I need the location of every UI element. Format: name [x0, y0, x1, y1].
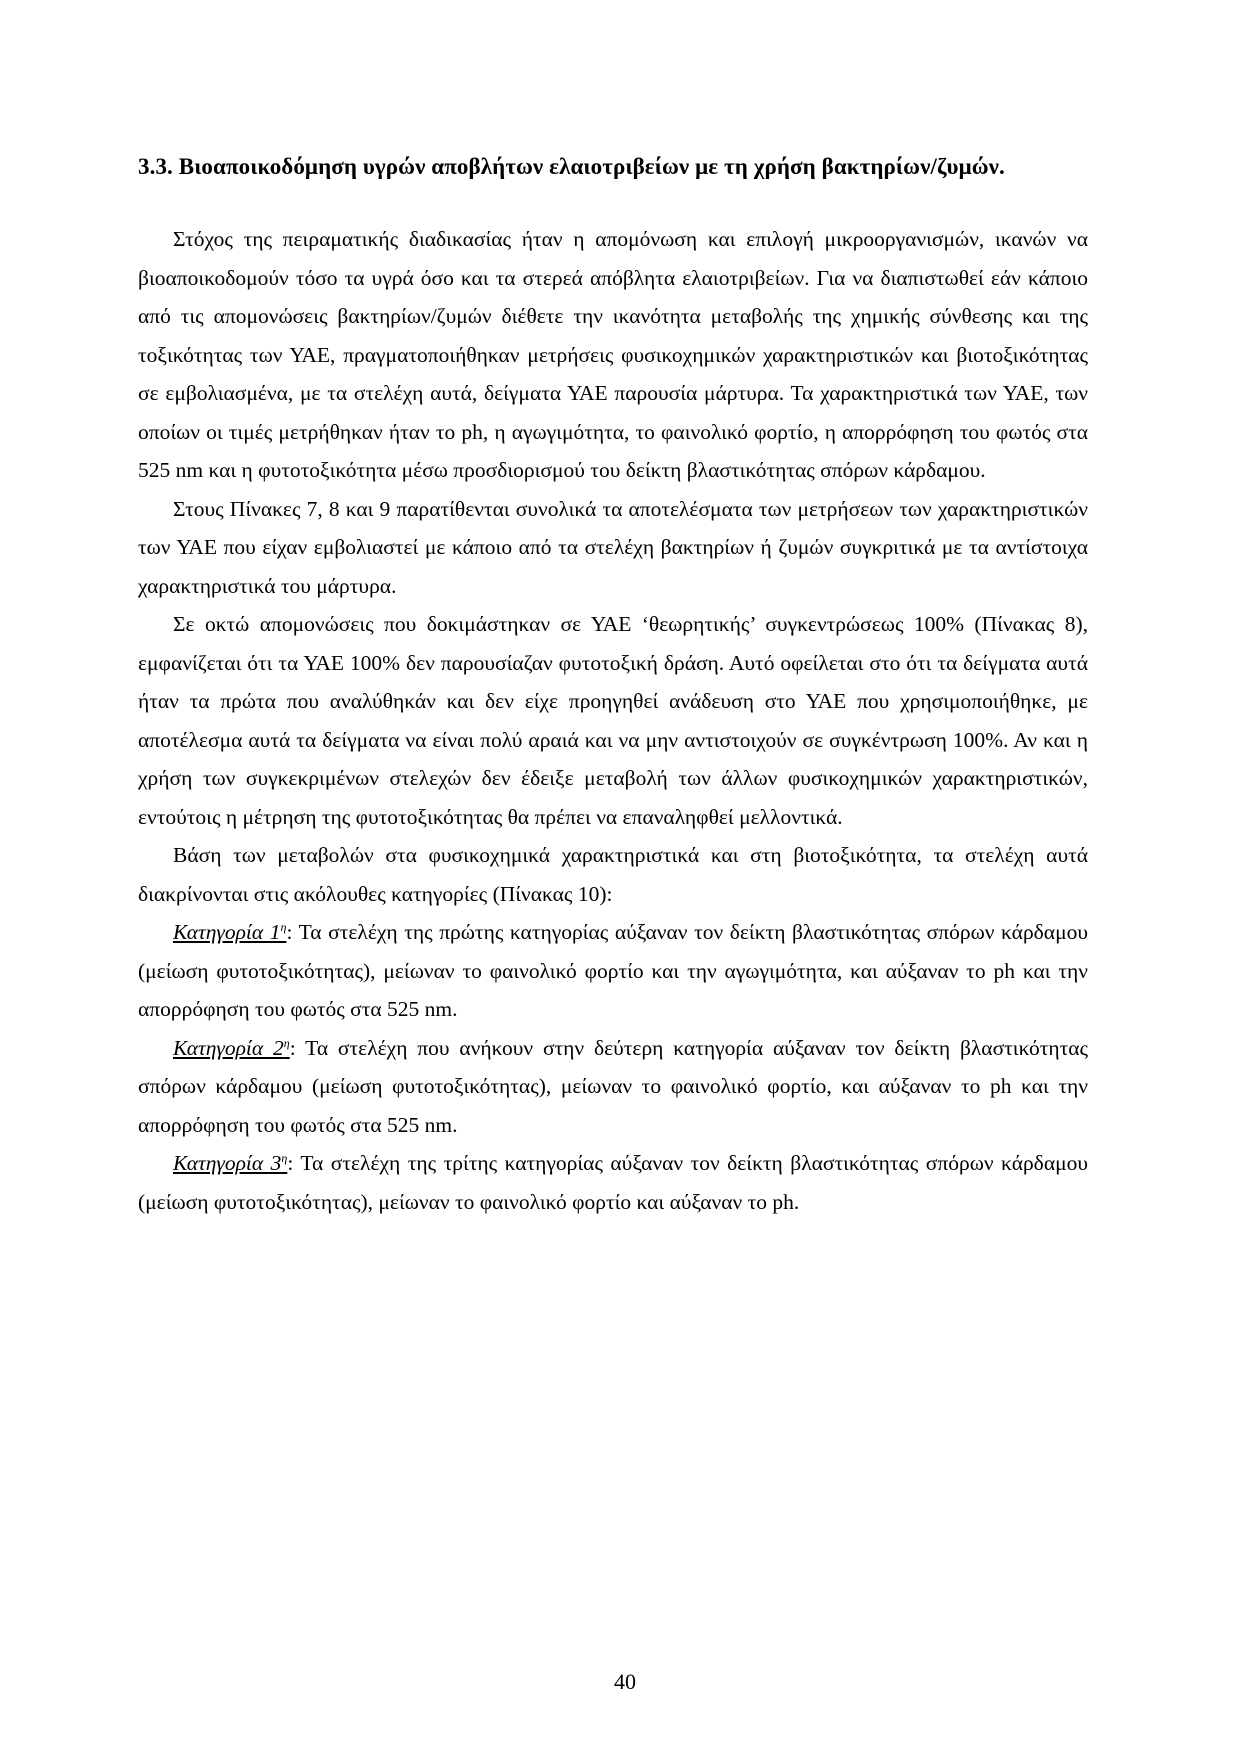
category-2-text: : Τα στελέχη που ανήκουν στην δεύτερη κατηγορία αύξαναν τον δείκτη βλαστικότητας σπόρων κάρδαμου (μείωση φυτοτοξικότητας), μείωναν το φαινολικό φορτίο, και αύξαναν το ph και την απορρόφηση του φωτός στα 525 nm.	[138, 1035, 1088, 1137]
category-3-label	[173, 1151, 287, 1175]
category-2-label-text: Κατηγορία 2	[173, 1035, 284, 1060]
category-3-text: : Τα στελέχη της τρίτης κατηγορίας αύξαναν τον δείκτη βλαστικότητας σπόρων κάρδαμου (μείωση φυτοτοξικότητας), μείωναν το φαινολικό φορτίο και αύξαναν το ph.	[138, 1151, 1088, 1214]
paragraph-eight-isolates: Σε οκτώ απομονώσεις που δοκιμάστηκαν σε ΥΑΕ ‘θεωρητικής’ συγκεντρώσεως 100% (Πίνακας 8), εμφανίζεται ότι τα ΥΑΕ 100% δεν παρουσίαζαν φυτοτοξική δράση. Αυτό οφείλεται στο ότι τα δείγματα αυτά ήταν τα πρώτα που αναλύθηκάν και δεν είχε προηγηθεί ανάδευση στο ΥΑΕ που χρησιμοποιήθηκε, με αποτέλεσμα αυτά τα δείγματα να είναι πολύ αραιά και να μην αντιστοιχούν σε συγκέντρωση 100%. Αν και η χρήση των συγκεκριμένων στελεχών δεν έδειξε μεταβολή των άλλων φυσικοχημικών χαρακτηριστικών, εντούτοις η μέτρηση της φυτοτοξικότητας θα πρέπει να επαναληφθεί μελλοντικά.	[138, 612, 1088, 829]
category-3-label-sup: η	[281, 1150, 288, 1165]
paragraph-objective: Στόχος της πειραματικής διαδικασίας ήταν η απομόνωση και επιλογή μικροοργανισμών, ικανών να βιοαποικοδομούν τόσο τα υγρά όσο και τα στερεά απόβλητα ελαιοτριβείων. Για να διαπιστωθεί εάν κάποιο από τις απομονώσεις βακτηρίων/ζυμών διέθετε την ικανότητα μεταβολής της χημικής σύνθεσης και της τοξικότητας των ΥΑΕ, πραγματοποιήθηκαν μετρήσεις φυσικοχημικών χαρακτηριστικών και βιοτοξικότητας σε εμβολιασμένα, με τα στελέχη αυτά, δείγματα ΥΑΕ παρουσία μάρτυρα. Τα χαρακτηριστικά των ΥΑΕ, των οποίων οι τιμές μετρήθηκαν ήταν το ph, η αγωγιμότητα, το φαινολικό φορτίο, η απορρόφηση του φωτός στα 525 nm και η φυτοτοξικότητα μέσω προσδιορισμού του δείκτη βλαστικότητας σπόρων κάρδαμου.	[138, 227, 1088, 482]
paragraph-tables-7-8-9: Στους Πίνακες 7, 8 και 9 παρατίθενται συνολικά τα αποτελέσματα των μετρήσεων των χαρακτηριστικών των ΥΑΕ που είχαν εμβολιαστεί με κάποιο από τα στελέχη βακτηρίων ή ζυμών συγκριτικά με τα αντίστοιχα χαρακτηριστικά του μάρτυρα.	[138, 496, 1088, 598]
category-1-text: : Τα στελέχη της πρώτης κατηγορίας αύξαναν τον δείκτη βλαστικότητας σπόρων κάρδαμου (μείωση φυτοτοξικότητας), μείωναν το φαινολικό φορτίο και την αγωγιμότητα, και αύξαναν το ph και την απορρόφηση του φωτός στα 525 nm.	[138, 920, 1088, 1021]
page-number: 40	[614, 1669, 636, 1694]
category-1-label	[173, 920, 286, 944]
category-2-label-sup: η	[283, 1035, 290, 1050]
category-1-label-text: Κατηγορία 1	[173, 920, 281, 944]
paragraph-categories-intro: Βάση των μεταβολών στα φυσικοχημικά χαρακτηριστικά και στη βιοτοξικότητα, τα στελέχη αυτά διακρίνονται στις ακόλουθες κατηγορίες (Πίνακας 10):	[138, 843, 1088, 906]
category-1-label-sup: η	[280, 919, 287, 934]
category-3-paragraph	[138, 1144, 1088, 1221]
category-2-paragraph	[138, 1029, 1088, 1145]
document-page	[138, 152, 1088, 1221]
category-2-label	[173, 1036, 290, 1060]
section-heading: 3.3. Βιοαποικοδόμηση υγρών αποβλήτων ελαιοτριβείων με τη χρήση βακτηρίων/ζυμών.	[138, 154, 1005, 179]
category-3-label-text: Κατηγορία 3	[173, 1151, 282, 1175]
category-1-paragraph	[138, 913, 1088, 1029]
